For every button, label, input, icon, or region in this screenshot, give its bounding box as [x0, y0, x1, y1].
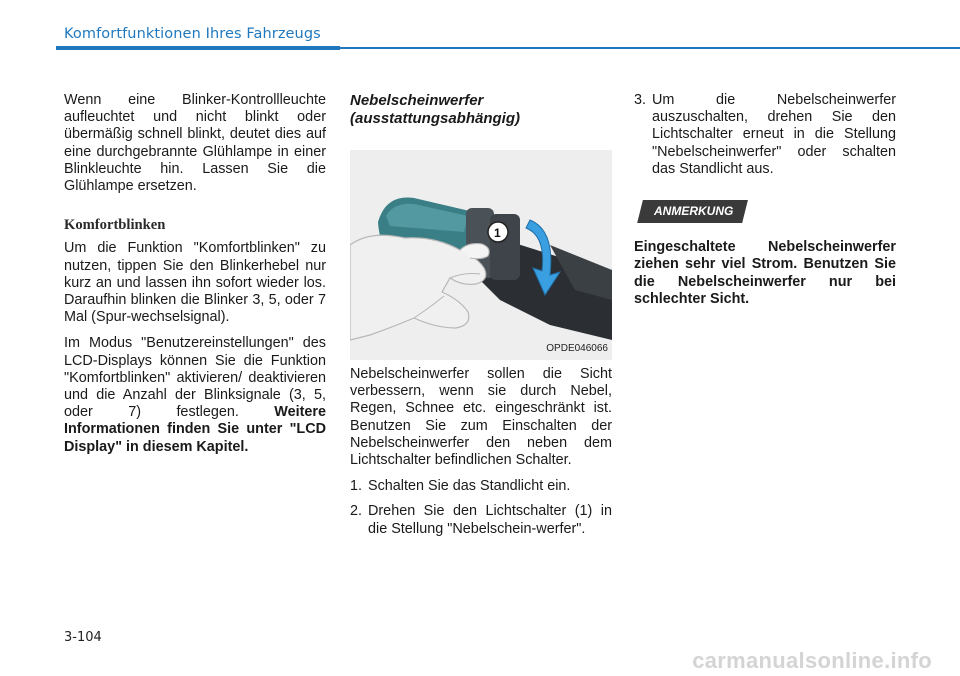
page-number: 3-104	[64, 630, 102, 645]
watermark: carmanualsonline.info	[692, 648, 932, 673]
note-label: ANMERKUNG	[654, 204, 734, 219]
user-settings-bold-reference: Weitere Informationen finden Sie unter "LCD Display" in diesem Kapitel.	[64, 404, 326, 455]
list-item-step-3	[634, 92, 896, 178]
step-number: 3.	[634, 92, 647, 108]
column-middle	[350, 92, 612, 546]
paragraph-komfortblinken-usage: Um die Funktion "Komfortblinken" zu nutzen, tippen Sie den Blinkerhebel nur kurz an und lassen ihn sofort wieder los. Daraufhin blinken die Blinker 3, 5, oder 7 Mal (Spur-wechselsignal).	[64, 240, 326, 326]
user-settings-text: Im Modus "Benutzereinstellungen" des LCD-Displays können Sie die Funktion "Komfortblinken" aktivieren/ deaktivieren und die Anzahl der Blinksignale (3, 5, oder 7) festlegen.	[64, 335, 326, 421]
light-switch-illustration	[350, 150, 612, 360]
callout-number: 1	[494, 226, 501, 240]
header-rule-thick	[56, 46, 340, 50]
figure-code: OPDE046066	[546, 342, 608, 354]
step-text: Drehen Sie den Lichtschalter (1) in die Stellung "Nebelschein-werfer".	[368, 503, 612, 537]
step-text: Um die Nebelscheinwerfer auszuschalten, drehen Sie den Lichtschalter erneut in die Stellung "Nebelscheinwerfer" oder schalten das Standlicht aus.	[652, 92, 896, 177]
heading-fog-lights	[350, 92, 612, 128]
paragraph-user-settings	[64, 335, 326, 455]
header-rule-thin	[340, 47, 960, 49]
paragraph-fog-lights-intro: Nebelscheinwerfer sollen die Sicht verbessern, wenn sie durch Nebel, Regen, Schnee etc. eingeschränkt ist. Benutzen Sie zum Einschalten der Nebelscheinwerfer den neben dem Lichtschalter befindlichen Schalter.	[350, 366, 612, 469]
note-badge	[637, 200, 748, 223]
list-item-step-2	[350, 503, 612, 537]
heading-fog-lights-line2: (ausstattungsabhängig)	[350, 110, 521, 127]
step-text: Schalten Sie das Standlicht ein.	[368, 478, 571, 495]
step-number: 1.	[350, 478, 363, 495]
note-text: Eingeschaltete Nebelscheinwerfer ziehen sehr viel Strom. Benutzen Sie die Nebelscheinwerfer nur bei schlechter Sicht.	[634, 239, 896, 307]
figure-light-switch	[350, 150, 612, 360]
list-item-step-1	[350, 478, 612, 495]
section-title: Komfortfunktionen Ihres Fahrzeugs	[64, 26, 321, 42]
subheading-komfortblinken: Komfortblinken	[64, 217, 166, 234]
heading-fog-lights-line1: Nebelscheinwerfer	[350, 92, 484, 109]
step-number: 2.	[350, 503, 363, 520]
column-right	[634, 92, 896, 317]
column-left	[64, 92, 326, 465]
paragraph-indicator-warning: Wenn eine Blinker-Kontrollleuchte aufleuchtet und nicht blinkt oder übermäßig schnell blinkt, deutet dies auf eine durchgebrannte Glühlampe in einer Blinkleuchte hin. Lassen Sie die Glühlampe ersetzen.	[64, 92, 326, 195]
